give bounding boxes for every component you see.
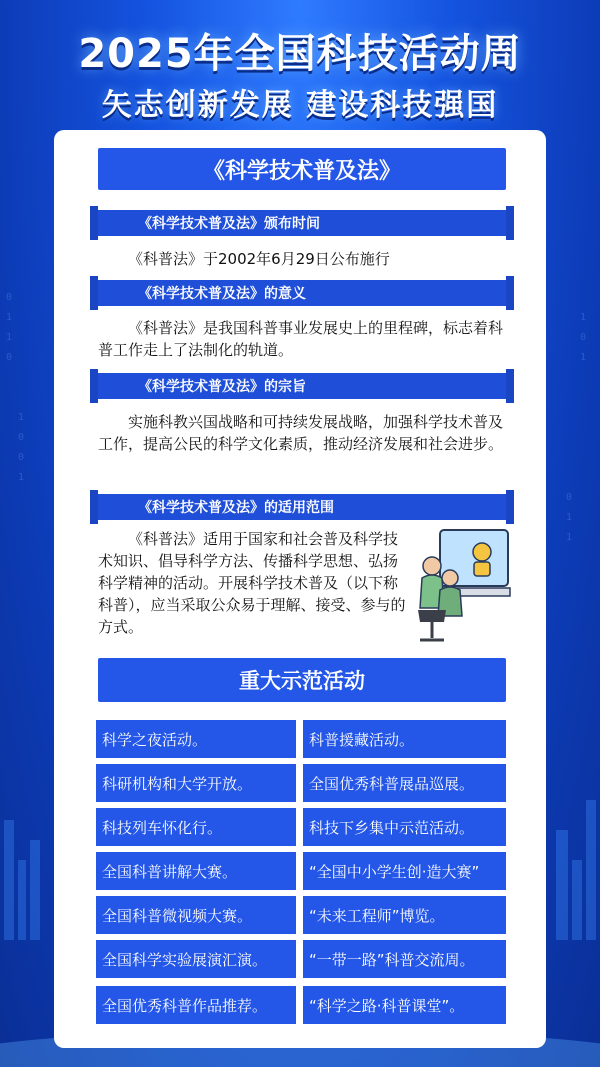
- event-item: 全国优秀科普作品推荐。: [96, 986, 296, 1024]
- section-heading-release-date: 《科学技术普及法》颁布时间: [98, 210, 506, 236]
- svg-text:0: 0: [6, 352, 13, 363]
- event-item: 全国科普微视频大赛。: [96, 896, 296, 934]
- section-text-significance: 《科普法》是我国科普事业发展史上的里程碑，标志着科普工作走上了法制化的轨道。: [98, 319, 504, 359]
- event-item: “科学之路·科普课堂”。: [303, 986, 506, 1024]
- svg-text:0: 0: [580, 332, 587, 343]
- section-heading-purpose: 《科学技术普及法》的宗旨: [98, 373, 506, 399]
- section-text-scope: 《科普法》适用于国家和社会普及科学技术知识、倡导科学方法、传播科学思想、弘扬科学精神的活动。开展科学技术普及（以下称科普），应当采取公众易于理解、接受、参与的方式。: [98, 530, 406, 636]
- event-item: 科技列车怀化行。: [96, 808, 296, 846]
- event-item: “未来工程师”博览。: [303, 896, 506, 934]
- section-text-release-date: 《科普法》于2002年6月29日公布施行: [128, 250, 390, 268]
- svg-text:1: 1: [566, 532, 573, 543]
- event-item: “全国中小学生创·造大赛”: [303, 852, 506, 890]
- svg-text:1: 1: [6, 332, 13, 343]
- svg-text:1: 1: [6, 312, 13, 323]
- page-subtitle: 矢志创新发展 建设科技强国: [101, 88, 499, 123]
- section-heading-significance: 《科学技术普及法》的意义: [98, 280, 506, 306]
- svg-text:1: 1: [580, 312, 587, 323]
- svg-text:1: 1: [18, 472, 25, 483]
- svg-text:0: 0: [566, 492, 573, 503]
- svg-text:0: 0: [18, 432, 25, 443]
- events-section-heading: 重大示范活动: [98, 658, 506, 702]
- content-card: [54, 130, 546, 1048]
- svg-text:0: 0: [6, 292, 13, 303]
- event-item: 全国优秀科普展品巡展。: [303, 764, 506, 802]
- event-item: 全国科学实验展演汇演。: [96, 940, 296, 978]
- event-item: 科学之夜活动。: [96, 720, 296, 758]
- event-item: 科普援藏活动。: [303, 720, 506, 758]
- svg-text:1: 1: [18, 412, 25, 423]
- event-item: “一带一路”科普交流周。: [303, 940, 506, 978]
- people-at-screen-illustration: [410, 526, 512, 646]
- page-title: 2025年全国科技活动周: [78, 31, 522, 77]
- section-heading-scope: 《科学技术普及法》的适用范围: [98, 494, 506, 520]
- law-title-banner: 《科学技术普及法》: [98, 148, 506, 190]
- event-item: 科研机构和大学开放。: [96, 764, 296, 802]
- svg-text:0: 0: [18, 452, 25, 463]
- svg-text:1: 1: [580, 352, 587, 363]
- section-text-purpose: 实施科教兴国战略和可持续发展战略，加强科学技术普及工作，提高公民的科学文化素质，推动经济发展和社会进步。: [98, 413, 504, 453]
- event-item: 全国科普讲解大赛。: [96, 852, 296, 890]
- svg-text:1: 1: [566, 512, 573, 523]
- event-item: 科技下乡集中示范活动。: [303, 808, 506, 846]
